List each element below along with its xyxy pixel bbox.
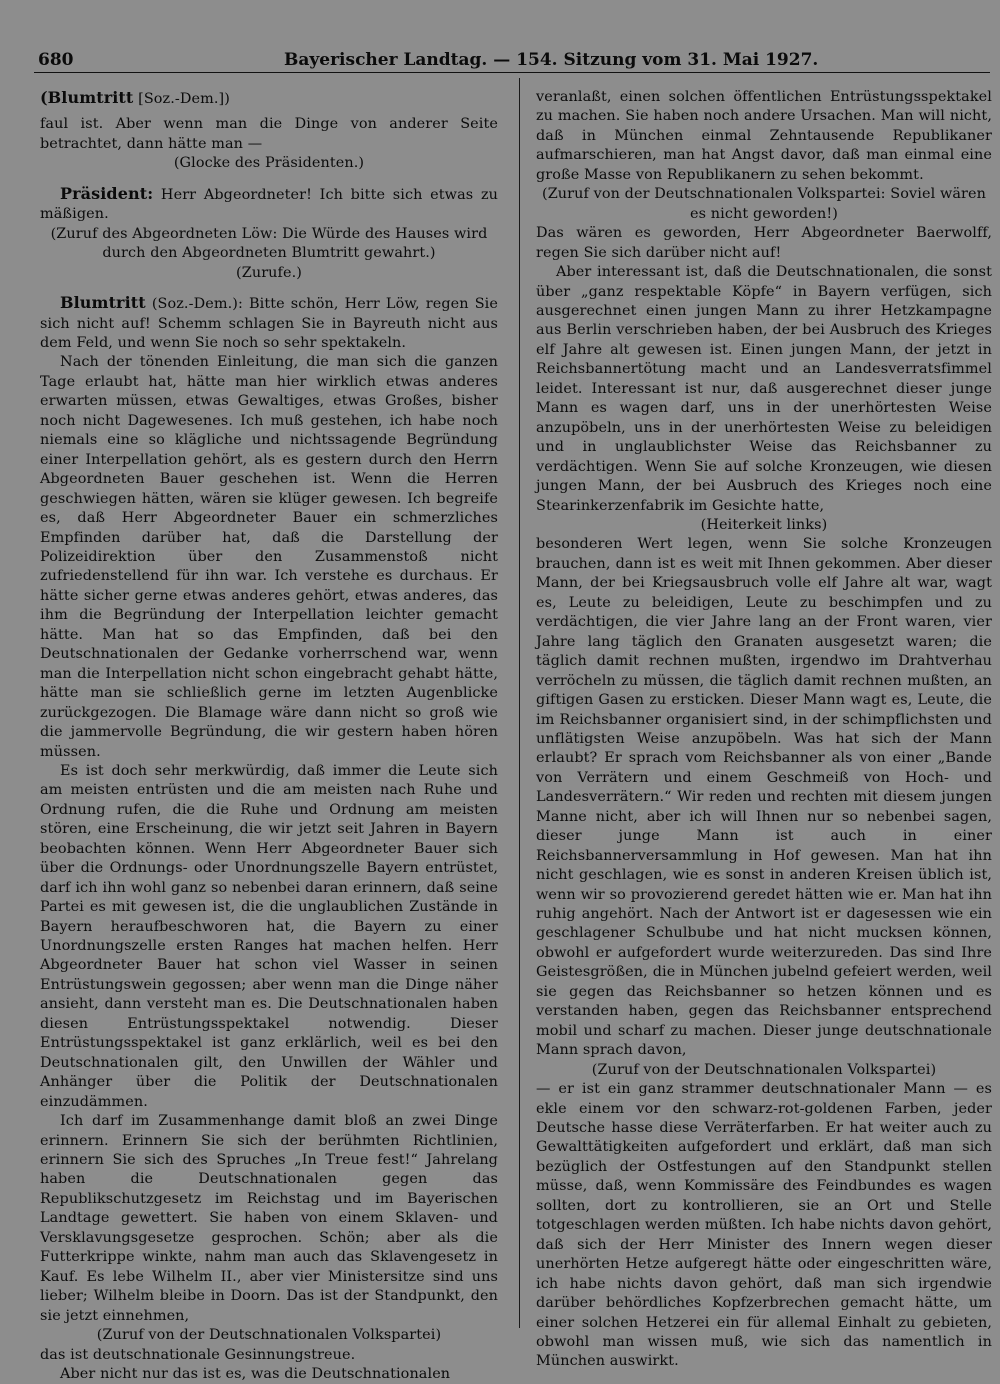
continuation-heading: (Blumtritt [Soz.-Dem.]) xyxy=(40,88,230,107)
page-header xyxy=(34,46,990,74)
running-title: Bayerischer Landtag. — 154. Sitzung vom 31. Mai 1927. xyxy=(284,50,819,70)
interjection: (Zuruf von der Deutschnationalen Volkspartei) xyxy=(591,1061,937,1078)
speaker-name: Blumtritt xyxy=(60,293,146,313)
right-column xyxy=(536,88,992,1372)
interjection: (Glocke des Präsidenten.) xyxy=(173,155,365,172)
header-rule xyxy=(34,72,990,73)
paragraph: Präsident: Herr Abgeordneter! Ich bitte sich etwas zu mäßigen. xyxy=(40,183,498,223)
paragraph: Das wären es geworden, Herr Abgeordneter Baerwolff, regen Sie sich darüber nicht auf! xyxy=(536,225,992,261)
page-number: 680 xyxy=(38,50,74,70)
interjection: (Zurufe.) xyxy=(236,264,302,281)
speaker-name: Präsident: xyxy=(60,183,154,203)
interjection: (Zuruf von der Deutschnationalen Volkspartei: Soviel wären es nicht geworden!) xyxy=(541,186,987,222)
interjection: (Heiterkeit links) xyxy=(700,516,828,533)
paragraph: Aber interessant ist, daß die Deutschnationalen, die sonst über „ganz respektable Köpfe“ in Bayern verfügen, sich ausgerechnet einen jungen Mann zu ihrer Hetzkampagne aus Berlin verschrieben haben, der bei Ausbruch des Krieges elf Jahre alt gewesen ist. Einen jungen Mann, der jetzt in Reichsbannertötung macht und an Landesverratsfimmel leidet. Interessant ist nur, daß ausgerechnet dieser junge Mann es wagen darf, uns in der unerhörtesten Weise anzupöbeln, uns in der unerhörtesten Weise zu beleidigen und in unglaublichster Weise das Reichsbanner zu verdächtigen. Wenn Sie auf solche Kronzeugen, wie diesen jungen Mann, der bei Ausbruch des Krieges noch eine Stearinkerzenfabrik im Gesichte hatte, xyxy=(536,264,992,514)
paragraph: Ich darf im Zusammenhange damit bloß an zwei Dinge erinnern. Erinnern Sie sich der berühmten Richtlinien, erinnern Sie sich des Spruches „In Treue fest!“ Jahrelang haben die Deutschnationalen gegen das Republikschutzgesetz im Reichstag und im Bayerischen Landtage gewettert. Sie haben von einem Sklaven- und Versklavungsgesetze gesprochen. Schön; aber als die Futterkrippe winkte, nahm man auch das Sklavengesetz in Kauf. Es lebe Wilhelm II., aber vier Ministersitze sind uns lieber; Wilhelm bleibe in Doorn. Das ist der Standpunkt, den sie jetzt einnehmen, xyxy=(40,1113,498,1324)
paragraph: — er ist ein ganz strammer deutschnationaler Mann — es ekle einem vor den schwarz-rot-goldenen Farben, jeder Deutsche hasse diese Verräterfarben. Er hat weiter auch zu Gewalttätigkeiten aufgefordert und erklärt, daß man sich bezüglich der Ostfestungen auf den Standpunkt stellen müsse, daß, wenn Kommissäre des Feindbundes es wagen sollten, dort zu kontrollieren, sie an Ort und Stelle totgeschlagen werden müßten. Ich habe nichts davon gehört, daß sich der Herr Minister des Innern wegen dieser unerhörten Hetze aufgeregt hätte oder eingeschritten wäre, ich habe nichts davon gehört, daß man sich irgendwie darüber behördliches Kopfzerbrechen gemacht hätte, um einer solchen Hetzerei ein für allemal Einhalt zu gebieten, obwohl man wissen muß, wie sich das namentlich in München auswirkt. xyxy=(536,1081,992,1370)
paragraph: veranlaßt, einen solchen öffentlichen Entrüstungsspektakel zu machen. Sie haben noch andere Ursachen. Man will nicht, daß in München einmal Zehntausende Republikaner aufmarschieren, man hat Angst davor, daß man einmal eine große Masse von Republikanern zu sehen bekommt. xyxy=(536,89,992,183)
paragraph: Es ist doch sehr merkwürdig, daß immer die Leute sich am meisten entrüsten und die am meisten nach Ruhe und Ordnung rufen, die die Ruhe und Ordnung am meisten stören, eine Erscheinung, die wir jetzt seit Jahren in Bayern beobachten können. Wenn Herr Abgeordneter Bauer sich über die Ordnungs- oder Unordnungszelle Bayern entrüstet, darf ich ihn wohl ganz so nebenbei daran erinnern, daß seine Partei es mit gewesen ist, die die unglaublichen Zustände in Bayern heraufbeschworen hat, die Bayern zu einer Unordnungszelle ersten Ranges hat machen helfen. Herr Abgeordneter Bauer hat schon viel Wasser in seinen Entrüstungswein gegossen; aber wenn man die Dinge näher ansieht, dann versteht man es. Die Deutschnationalen haben diesen Entrüstungsspektakel notwendig. Dieser Entrüstungsspektakel ist ganz erklärlich, weil es bei den Deutschnationalen gilt, den Unwillen der Wähler und Anhänger über die Politik der Deutschnationalen einzudämmen. xyxy=(40,762,498,1110)
paragraph: Aber nicht nur das ist es, was die Deutschnationalen xyxy=(60,1366,451,1382)
paragraph: faul ist. Aber wenn man die Dinge von anderer Seite betrachtet, dann hätte man — xyxy=(40,116,498,152)
left-column xyxy=(40,88,498,1384)
paragraph: das ist deutschnationale Gesinnungstreue. xyxy=(40,1346,356,1363)
paragraph: Blumtritt (Soz.-Dem.): Bitte schön, Herr Löw, regen Sie sich nicht auf! Schemm schlagen Sie in Bayreuth nicht aus dem Feld, und wenn Sie noch so sehr spektakeln. xyxy=(40,293,498,351)
interjection: (Zuruf von der Deutschnationalen Volkspartei) xyxy=(96,1327,442,1344)
column-divider xyxy=(519,78,520,1328)
interjection: (Zuruf des Abgeordneten Löw: Die Würde des Hauses wird durch den Abgeordneten Blumtritt gewahrt.) xyxy=(50,225,488,262)
paragraph: besonderen Wert legen, wenn Sie solche Kronzeugen brauchen, dann ist es weit mit Ihnen gekommen. Aber dieser Mann, der bei Kriegsausbruch volle elf Jahre alt war, wagt es, Leute zu beleidigen, Leute zu beschimpfen und zu verdächtigen, die vier Jahre lang an der Front waren, vier Jahre lang täglich den Granaten ausgesetzt waren; die täglich damit rechnen mußten, irgendwo im Drahtverhau verröcheln zu müssen, die täglich damit rechnen mußten, an giftigen Gasen zu ersticken. Dieser Mann wagt es, Leute, die im Reichsbanner organisiert sind, in der schimpflichsten und unflätigsten Weise anzupöbeln. Was hat sich der Mann erlaubt? Er sprach vom Reichsbanner als von einer „Bande von Verrätern und einem Geschmeiß von Hoch- und Landesverrätern.“ Wir reden und rechten mit diesem jungen Manne nicht, aber ich will Ihnen nur so nebenbei sagen, dieser junge Mann ist auch in einer Reichsbannerversammlung in Hof gewesen. Man hat ihn nicht geschlagen, wie es sonst in anderen Kreisen üblich ist, wenn wir so provozierend geredet hätten wie er. Man hat ihn ruhig angehört. Nach der Antwort ist er dagesessen wie ein geschlagener Schulbube und hat nicht mucksen können, obwohl er aufgefordert wurde weiterzureden. Das sind Ihre Geistesgrößen, die in München jubelnd gefeiert werden, weil sie gegen das Reichsbanner so hetzen können und es verstanden haben, gegen das Reichsbanner entsprechend mobil und scharf zu machen. Dieser junge deutschnationale Mann sprach davon, xyxy=(536,536,992,1059)
paragraph: Nach der tönenden Einleitung, die man sich die ganzen Tage erlaubt hat, hätte man hier wirklich etwas anderes erwarten müssen, etwas Gewaltiges, etwas Großes, bisher noch nicht Dagewesenes. Ich muß gestehen, ich habe noch niemals eine so klägliche und nichtssagende Begründung einer Interpellation gehört, als es gestern durch den Herrn Abgeordneten Bauer geschehen ist. Wenn die Herren geschwiegen hätten, wären sie klüger gewesen. Ich begreife es, daß Herr Abgeordneter Bauer ein schmerzliches Empfinden darüber hat, daß die Darstellung der Polizeidirektion über den Zusammenstoß nicht zufriedenstellend für ihn war. Ich verstehe es durchaus. Er hätte sicher gerne etwas anderes gehört, etwas anderes, das ihm die Begründung der Interpellation leichter gemacht hätte. Man hat so das Empfinden, daß bei den Deutschnationalen der Gedanke vorherrschend war, wenn man die Interpellation nicht schon eingebracht gehabt hätte, hätte man sie schließlich gerne im letzten Augenblicke zurückgezogen. Die Blamage wäre dann nicht so groß wie die jammervolle Begründung, die wir gestern haben hören müssen. xyxy=(40,354,498,760)
